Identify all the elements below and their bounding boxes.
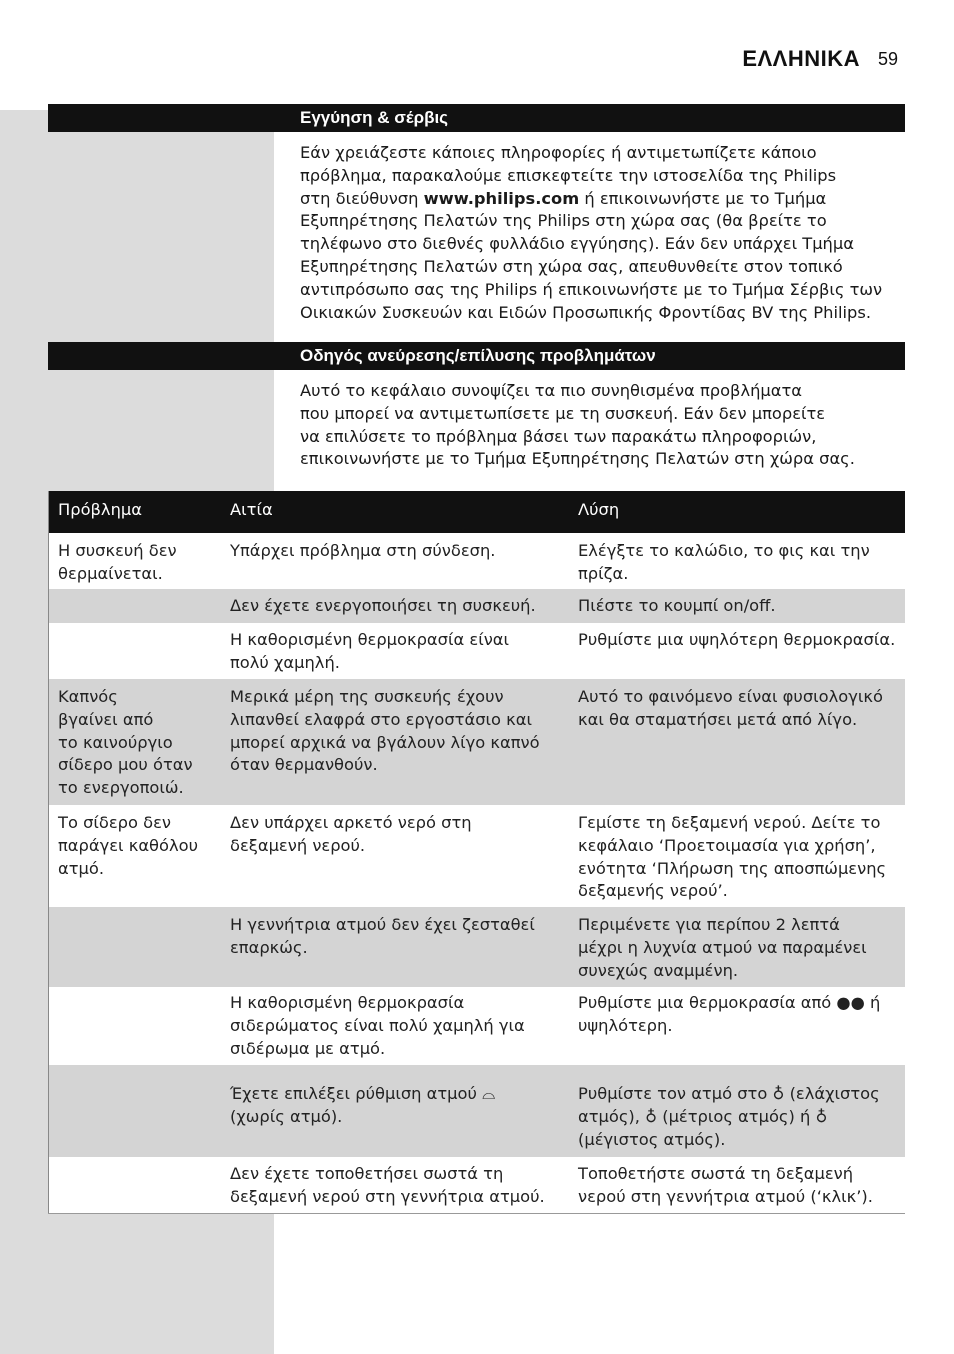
text-line: Εξυπηρέτησης Πελατών της Philips στη χώρα σας (θα βρείτε το: [300, 211, 827, 231]
text-line: πρόβλημα, παρακαλούμε επισκεφτείτε την ιστοσελίδα της Philips: [300, 165, 837, 185]
table-left-border: [48, 491, 49, 1214]
table-row: [48, 589, 905, 623]
language-heading: ΕΛΛΗΝΙΚΑ: [742, 46, 860, 71]
solution-cell: Ρυθμίστε τον ατμό στο ♁ (ελάχιστος ατμός), ♁ (μέτριος ατμός) ή ♁ (μέγιστος ατμός).: [578, 1084, 880, 1149]
table-row: [48, 805, 905, 907]
text-line: στη διεύθυνση www.philips.com ή επικοινωνήστε με το Τμήμα: [300, 188, 827, 208]
section-bar-warranty: [48, 104, 905, 132]
table-row: [48, 533, 905, 589]
text-line: Οικιακών Συσκευών και Ειδών Προσωπικής Φροντίδας BV της Philips.: [300, 302, 872, 322]
table-header: [48, 491, 905, 533]
text-line: να επιλύσετε το πρόβλημα βάσει των παρακάτω πληροφοριών,: [300, 426, 817, 446]
text-line: επικοινωνήστε με το Τμήμα Εξυπηρέτησης Πελατών στη χώρα σας.: [300, 449, 855, 469]
text-line: τηλέφωνο στο διεθνές φυλλάδιο εγγύησης). Εάν δεν υπάρχει Τμήμα: [300, 234, 854, 254]
problem-cell: Η συσκευή δεν θερμαίνεται.: [58, 541, 177, 583]
solution-cell: Αυτό το φαινόμενο είναι φυσιολογικό και θα σταματήσει μετά από λίγο.: [578, 687, 883, 729]
cause-cell: Υπάρχει πρόβλημα στη σύνδεση.: [230, 541, 496, 560]
section-title: Οδηγός ανεύρεσης/επίλυσης προβλημάτων: [300, 346, 656, 365]
cause-cell: Η καθορισμένη θερμοκρασία είναι πολύ χαμηλή.: [230, 630, 510, 672]
text-line: Εξυπηρέτησης Πελατών στη χώρα σας, απευθυνθείτε στον τοπικό: [300, 256, 843, 276]
solution-cell: Ελέγξτε το καλώδιο, το φις και την πρίζα.: [578, 541, 870, 583]
text-line: που μπορεί να αντιμετωπίσετε με τη συσκευή. Εάν δεν μπορείτε: [300, 403, 826, 423]
solution-cell: Γεμίστε τη δεξαμενή νερού. Δείτε το κεφάλαιο ‘Προετοιμασία για χρήση’, ενότητα ‘Πλήρωση της αποσπώμενης δεξαμενής νερού’.: [578, 813, 887, 901]
problem-cell: Το σίδερο δεν παράγει καθόλου ατμό.: [58, 813, 198, 878]
cause-cell: Μερικά μέρη της συσκευής έχουν λιπανθεί ελαφρά στο εργοστάσιο και μπορεί αρχικά να βγάλουν λίγο καπνό όταν θερμανθούν.: [230, 687, 540, 775]
header-cause: Αιτία: [230, 500, 273, 519]
cause-cell: Δεν έχετε τοποθετήσει σωστά τη δεξαμενή νερού στη γεννήτρια ατμού.: [230, 1164, 545, 1206]
text-line: αντιπρόσωπο σας της Philips ή επικοινωνήστε με το Τμήμα Σέρβις των: [300, 279, 883, 299]
troubleshooting-table: [48, 491, 905, 1214]
solution-cell: Τοποθετήστε σωστά τη δεξαμενή νερού στη γεννήτρια ατμού (‘κλικ’).: [578, 1164, 873, 1206]
header-solution: Λύση: [578, 500, 620, 519]
warranty-paragraph: [300, 142, 882, 324]
section-bar-troubleshooting: [48, 342, 905, 370]
table-row: [48, 907, 905, 987]
cause-cell: Η γεννήτρια ατμού δεν έχει ζεσταθεί επαρκώς.: [230, 915, 535, 957]
cause-cell: Έχετε επιλέξει ρύθμιση ατμού ⌓ (χωρίς ατμό).: [230, 1084, 495, 1126]
solution-cell: Πιέστε το κουμπί on/off.: [578, 596, 776, 615]
philips-link[interactable]: www.philips.com: [423, 188, 580, 208]
troubleshooting-paragraph: [300, 380, 855, 471]
solution-cell: Ρυθμίστε μια υψηλότερη θερμοκρασία.: [578, 630, 896, 649]
text-line: Εάν χρειάζεστε κάποιες πληροφορίες ή αντιμετωπίζετε κάποιο: [300, 143, 817, 162]
table-row: [48, 1065, 905, 1157]
table-row: [48, 1157, 905, 1214]
cause-cell: Η καθορισμένη θερμοκρασία σιδερώματος είναι πολύ χαμηλή για σιδέρωμα με ατμό.: [230, 993, 525, 1058]
solution-cell: Περιμένετε για περίπου 2 λεπτά μέχρι η λυχνία ατμού να παραμένει συνεχώς αναμμένη.: [578, 915, 867, 980]
table-bottom-border: [48, 1213, 905, 1214]
text-line: Αυτό το κεφάλαιο συνοψίζει τα πιο συνηθισμένα προβλήματα: [300, 381, 803, 400]
table-row: [48, 679, 905, 805]
solution-cell: Ρυθμίστε μια θερμοκρασία από ●● ή υψηλότερη.: [578, 993, 881, 1035]
cause-cell: Δεν υπάρχει αρκετό νερό στη δεξαμενή νερού.: [230, 813, 472, 855]
header-problem: Πρόβλημα: [58, 500, 142, 519]
table-row: [48, 987, 905, 1065]
page-number: 59: [878, 49, 899, 69]
table-row: [48, 623, 905, 679]
cause-cell: Δεν έχετε ενεργοποιήσει τη συσκευή.: [230, 596, 536, 615]
problem-cell: Καπνός βγαίνει από το καινούργιο σίδερο μου όταν το ενεργοποιώ.: [58, 687, 193, 798]
section-title: Εγγύηση & σέρβις: [300, 108, 449, 127]
